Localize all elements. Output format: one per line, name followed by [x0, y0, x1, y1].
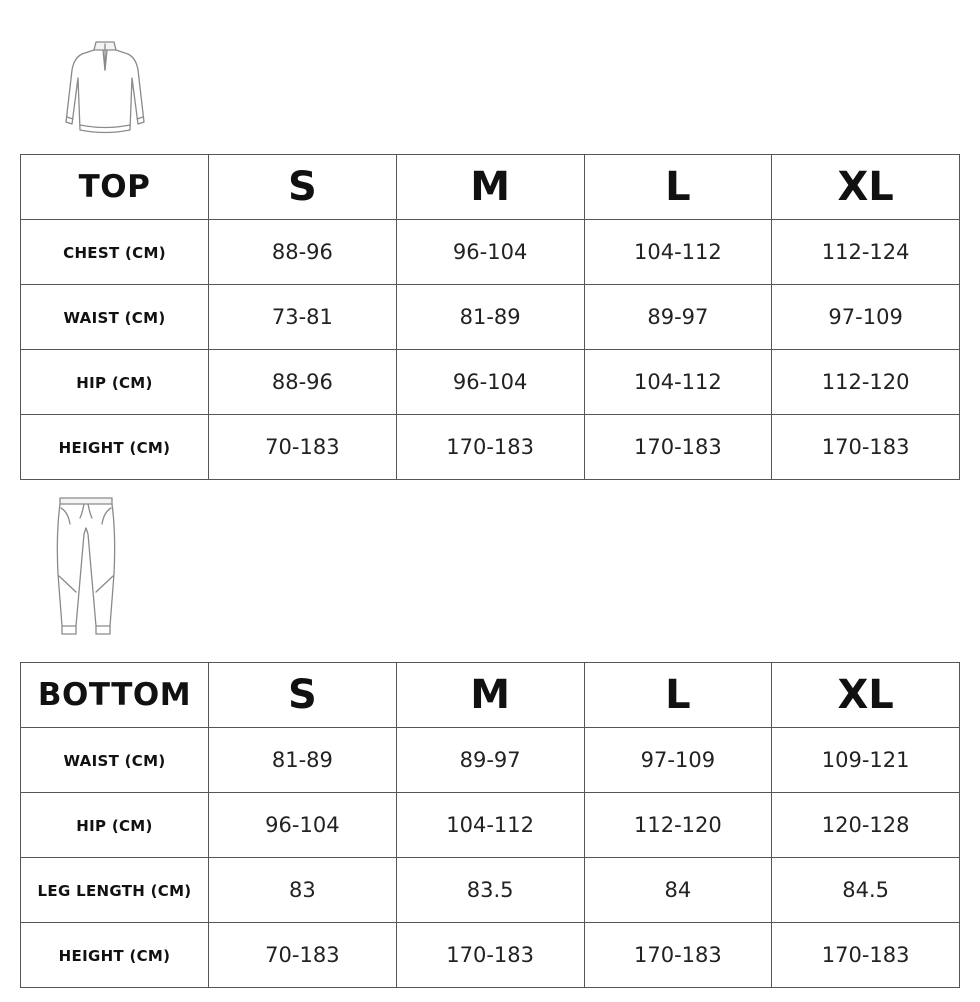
table-cell: 89-97 — [396, 728, 584, 793]
size-header-l: L — [584, 155, 772, 220]
table-cell: 84 — [584, 858, 772, 923]
table-cell: 170-183 — [396, 923, 584, 988]
table-cell: 104-112 — [584, 220, 772, 285]
table-cell: 70-183 — [209, 923, 397, 988]
bottom-table-title: BOTTOM — [21, 663, 209, 728]
table-cell: 89-97 — [584, 285, 772, 350]
table-cell: 170-183 — [396, 415, 584, 480]
table-cell: 73-81 — [209, 285, 397, 350]
table-cell: 104-112 — [396, 793, 584, 858]
row-label: LEG LENGTH (CM) — [21, 858, 209, 923]
row-label: HEIGHT (CM) — [21, 923, 209, 988]
table-row — [21, 285, 960, 350]
table-cell: 170-183 — [772, 415, 960, 480]
table-cell: 104-112 — [584, 350, 772, 415]
table-row — [21, 858, 960, 923]
table-cell: 70-183 — [209, 415, 397, 480]
size-header-xl: XL — [772, 155, 960, 220]
row-label: HIP (CM) — [21, 793, 209, 858]
jogger-pants-icon — [54, 494, 118, 638]
size-header-xl: XL — [772, 663, 960, 728]
table-row — [21, 350, 960, 415]
quarter-zip-top-icon — [64, 38, 146, 136]
table-cell: 112-120 — [584, 793, 772, 858]
table-cell: 81-89 — [396, 285, 584, 350]
table-cell: 170-183 — [584, 923, 772, 988]
table-cell: 120-128 — [772, 793, 960, 858]
table-cell: 96-104 — [396, 220, 584, 285]
row-label: CHEST (CM) — [21, 220, 209, 285]
size-header-m: M — [396, 663, 584, 728]
table-cell: 112-124 — [772, 220, 960, 285]
table-cell: 83.5 — [396, 858, 584, 923]
table-cell: 97-109 — [772, 285, 960, 350]
table-row — [21, 220, 960, 285]
size-header-s: S — [209, 155, 397, 220]
table-cell: 170-183 — [772, 923, 960, 988]
bottom-size-table — [20, 662, 960, 988]
table-cell: 96-104 — [396, 350, 584, 415]
table-row — [21, 793, 960, 858]
size-header-s: S — [209, 663, 397, 728]
table-row — [21, 728, 960, 793]
top-size-table — [20, 154, 960, 480]
table-cell: 97-109 — [584, 728, 772, 793]
row-label: HIP (CM) — [21, 350, 209, 415]
table-cell: 109-121 — [772, 728, 960, 793]
table-cell: 83 — [209, 858, 397, 923]
table-cell: 96-104 — [209, 793, 397, 858]
bottom-header-row — [21, 663, 960, 728]
table-cell: 84.5 — [772, 858, 960, 923]
size-header-l: L — [584, 663, 772, 728]
table-cell: 112-120 — [772, 350, 960, 415]
table-row — [21, 923, 960, 988]
row-label: HEIGHT (CM) — [21, 415, 209, 480]
size-header-m: M — [396, 155, 584, 220]
top-table-title: TOP — [21, 155, 209, 220]
table-row — [21, 415, 960, 480]
row-label: WAIST (CM) — [21, 728, 209, 793]
table-cell: 81-89 — [209, 728, 397, 793]
table-cell: 170-183 — [584, 415, 772, 480]
table-cell: 88-96 — [209, 350, 397, 415]
row-label: WAIST (CM) — [21, 285, 209, 350]
table-cell: 88-96 — [209, 220, 397, 285]
top-header-row — [21, 155, 960, 220]
